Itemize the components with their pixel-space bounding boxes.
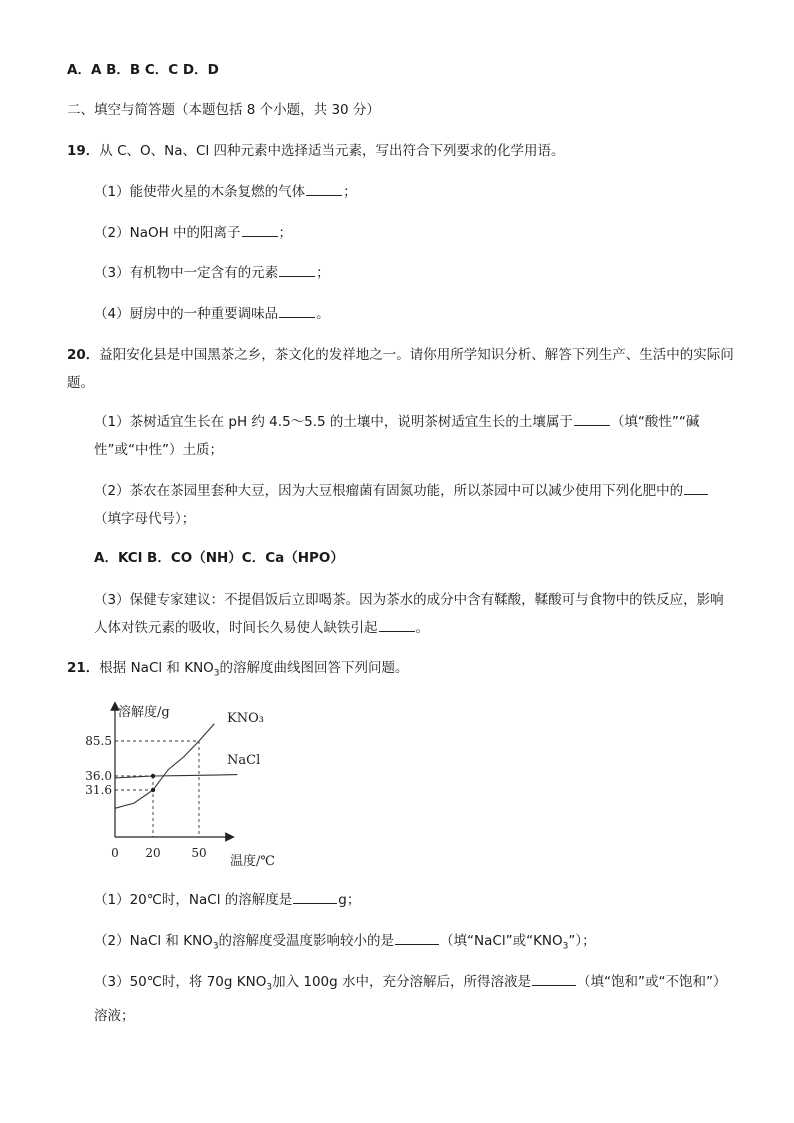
- y-tick-label: 31.6: [85, 783, 112, 797]
- q19-stem-text: 从 C、O、Na、Cl 四种元素中选择适当元素，写出符合下列要求的化学用语。: [99, 143, 565, 159]
- q19-item-3-end: ；: [316, 265, 330, 281]
- y-axis-label: 溶解度/g: [118, 705, 170, 720]
- q19-item-2: [94, 221, 734, 245]
- data-point-0: [151, 774, 155, 778]
- q19-item-4-text: （4）厨房中的一种重要调味品: [94, 306, 279, 322]
- q20-part-2-end: （填字母代号）；: [94, 511, 196, 527]
- answer-blank[interactable]: [293, 888, 337, 904]
- answer-blank[interactable]: [379, 616, 415, 632]
- answer-blank[interactable]: [684, 479, 708, 495]
- q21-number: 21．: [67, 660, 100, 676]
- q20-part-1-end: （填“酸性”“碱性”或“中性”）土质；: [94, 414, 700, 458]
- answer-blank[interactable]: [532, 970, 576, 986]
- q20-part-2-options: A．KCl B．CO（NH）C．Ca（HPO）: [94, 550, 344, 566]
- answer-blank[interactable]: [242, 221, 278, 237]
- q19-item-1-text: （1）能使带火星的木条复燃的气体: [94, 184, 306, 200]
- q20-part-3-text: （3）保健专家建议：不提倡饭后立即喝茶。因为茶水的成分中含有鞣酸，鞣酸可与食物中的铁反应，影响人体对铁元素的吸收，时间长久易使人缺铁引起: [94, 592, 724, 636]
- q20-part-3-end: 。: [415, 620, 429, 636]
- q21-sub-1-text: （1）20℃时，NaCl 的溶解度是: [94, 892, 293, 908]
- series-labels: [227, 711, 264, 768]
- q19-item-2-text: （2）NaOH 中的阳离子: [94, 225, 241, 241]
- q21-sub-2-sub2: 3: [562, 941, 569, 952]
- answer-options-line: A．A B．B C．C D．D: [67, 62, 219, 78]
- q19-item-4: [94, 302, 734, 326]
- q20-number: 20．: [67, 347, 100, 363]
- q21-stem-text-b: 的溶解度曲线图回答下列问题。: [219, 660, 409, 676]
- series-lines: [115, 724, 237, 809]
- answer-blank[interactable]: [279, 302, 315, 318]
- y-tick-label: 85.5: [85, 734, 112, 748]
- q21-sub-2-sub: 3: [212, 941, 219, 952]
- q20-part-2-text: （2）茶农在茶园里套种大豆，因为大豆根瘤菌有固氮功能，所以茶园中可以减少使用下列化肥中的: [94, 483, 684, 499]
- q20-part-1-text: （1）茶树适宜生长在 pH 约 4.5～5.5 的土壤中，说明茶树适宜生长的土壤属于: [94, 414, 573, 430]
- series-label-kno3: KNO₃: [227, 711, 264, 726]
- q21-sub-1-end: g；: [338, 892, 361, 908]
- answer-blank[interactable]: [574, 410, 610, 426]
- answer-blank[interactable]: [306, 180, 342, 196]
- q21-stem: [67, 656, 734, 686]
- x-tick-label: 50: [191, 846, 207, 860]
- q19-item-1-end: ；: [343, 184, 357, 200]
- q21-sub-3-text-c: （填“饱和”或“不饱和”）溶液；: [94, 974, 727, 1024]
- q21-stem-sub: 3: [213, 668, 220, 679]
- q20-part-2: [94, 477, 734, 533]
- data-point-1: [151, 788, 155, 792]
- tick-labels: [85, 734, 206, 860]
- q20-part-3: [94, 586, 734, 642]
- q19-item-2-end: ；: [278, 225, 293, 241]
- q19-item-4-end: 。: [316, 306, 330, 322]
- q21-sub-3-text-a: （3）50℃时，将 70g KNO: [94, 974, 267, 990]
- q21-sub-1: [94, 888, 734, 912]
- q19-stem: [67, 139, 734, 163]
- x-tick-label: 20: [145, 846, 161, 860]
- answer-blank[interactable]: [395, 929, 439, 945]
- q21-sub-2-text-c: （填“NaCl”或“KNO: [440, 933, 563, 949]
- q21-sub-3: [94, 968, 734, 1030]
- q21-sub-3-sub: 3: [266, 982, 273, 993]
- q19-item-3: [94, 261, 734, 285]
- series-label-nacl: NaCl: [227, 753, 261, 768]
- x-tick-label: 0: [111, 846, 119, 860]
- y-tick-label: 36.0: [85, 769, 112, 783]
- q19-item-1: [94, 180, 734, 204]
- section-title: 二、填空与简答题（本题包括 8 个小题，共 30 分）: [67, 102, 380, 118]
- q20-stem: [67, 341, 734, 397]
- solubility-chart: [70, 700, 300, 870]
- q19-item-3-text: （3）有机物中一定含有的元素: [94, 265, 279, 281]
- x-axis-label: 温度/℃: [230, 854, 275, 869]
- answer-blank[interactable]: [279, 261, 315, 277]
- q21-sub-2-text-b: 的溶解度受温度影响较小的是: [218, 933, 395, 949]
- q20-stem-text: 益阳安化县是中国黑茶之乡，茶文化的发祥地之一。请你用所学知识分析、解答下列生产、生活中的实际问题。: [67, 347, 734, 391]
- guide-lines: [115, 741, 199, 837]
- q21-stem-text-a: 根据 NaCl 和 KNO: [99, 660, 214, 676]
- q21-sub-2-text-d: ”）；: [568, 933, 596, 949]
- q19-number: 19．: [67, 143, 100, 159]
- q21-sub-3-text-b: 加入 100g 水中，充分溶解后，所得溶液是: [272, 974, 531, 990]
- q20-part-1: [94, 408, 734, 464]
- q21-sub-2-text-a: （2）NaCl 和 KNO: [94, 933, 213, 949]
- q21-sub-2: [94, 929, 734, 959]
